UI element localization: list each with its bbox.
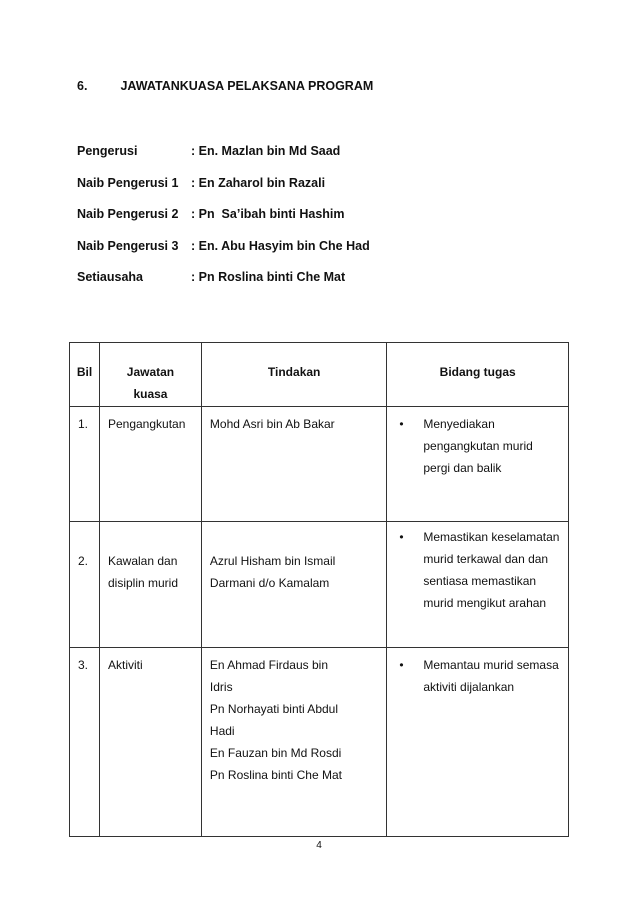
- committee-row: [77, 144, 370, 176]
- committee-name: : En. Abu Hasyim bin Che Had: [191, 238, 370, 253]
- committee-role: Setiausaha: [77, 270, 144, 284]
- committee-row: [77, 239, 370, 271]
- committee-row: [77, 270, 370, 302]
- page-number: 4: [316, 840, 322, 851]
- row-tindakan: Azrul Hisham bin Ismail Darmani d/o Kamalam: [201, 522, 386, 648]
- table-header-row: [70, 343, 569, 407]
- row-tugas: • Memantau murid semasa aktiviti dijalankan: [387, 648, 569, 837]
- committee-row: [77, 207, 370, 239]
- row-jawatan: Aktiviti: [99, 648, 201, 837]
- section-title: JAWATANKUASA PELAKSANA PROGRAM: [120, 79, 374, 93]
- committee-list: [77, 144, 370, 302]
- row-bil: 1.: [70, 407, 100, 522]
- committee-role: Pengerusi: [77, 144, 138, 158]
- committee-role: Naib Pengerusi 1: [77, 175, 179, 190]
- row-bil: 2.: [70, 522, 100, 648]
- row-jawatan: Kawalan dan disiplin murid: [99, 522, 201, 648]
- row-tindakan: Mohd Asri bin Ab Bakar: [201, 407, 386, 522]
- header-bidang-tugas: Bidang tugas: [387, 343, 569, 407]
- header-jawatan: Jawatan kuasa: [99, 343, 201, 407]
- header-tindakan: Tindakan: [201, 343, 386, 407]
- row-jawatan: Pengangkutan: [99, 407, 201, 522]
- committee-row: [77, 176, 370, 208]
- bullet-icon: •: [399, 417, 404, 431]
- committee-name: : Pn Roslina binti Che Mat: [191, 270, 346, 284]
- table-row: [70, 407, 569, 522]
- header-bil: Bil: [70, 343, 100, 407]
- table-row: [70, 648, 569, 837]
- committee-name: : Pn Sa’ibah binti Hashim: [191, 207, 345, 221]
- table-row: [70, 522, 569, 648]
- task-table: [69, 342, 569, 837]
- section-number: 6.: [77, 79, 88, 93]
- row-tugas: • Memastikan keselamatan murid terkawal dan dan sentiasa memastikan murid mengikut arahan: [387, 522, 569, 648]
- committee-role: Naib Pengerusi 2: [77, 207, 179, 221]
- row-tugas: • Menyediakan pengangkutan murid pergi dan balik: [387, 407, 569, 522]
- committee-role: Naib Pengerusi 3: [77, 238, 179, 253]
- section-heading: [77, 79, 373, 93]
- row-bil: 3.: [70, 648, 100, 837]
- bullet-icon: •: [399, 658, 404, 672]
- committee-name: : En. Mazlan bin Md Saad: [191, 144, 341, 158]
- row-tindakan: En Ahmad Firdaus bin Idris Pn Norhayati binti Abdul Hadi En Fauzan bin Md Rosdi Pn Roslina binti Che Mat: [201, 648, 386, 837]
- bullet-icon: •: [399, 530, 404, 544]
- committee-name: : En Zaharol bin Razali: [191, 175, 326, 190]
